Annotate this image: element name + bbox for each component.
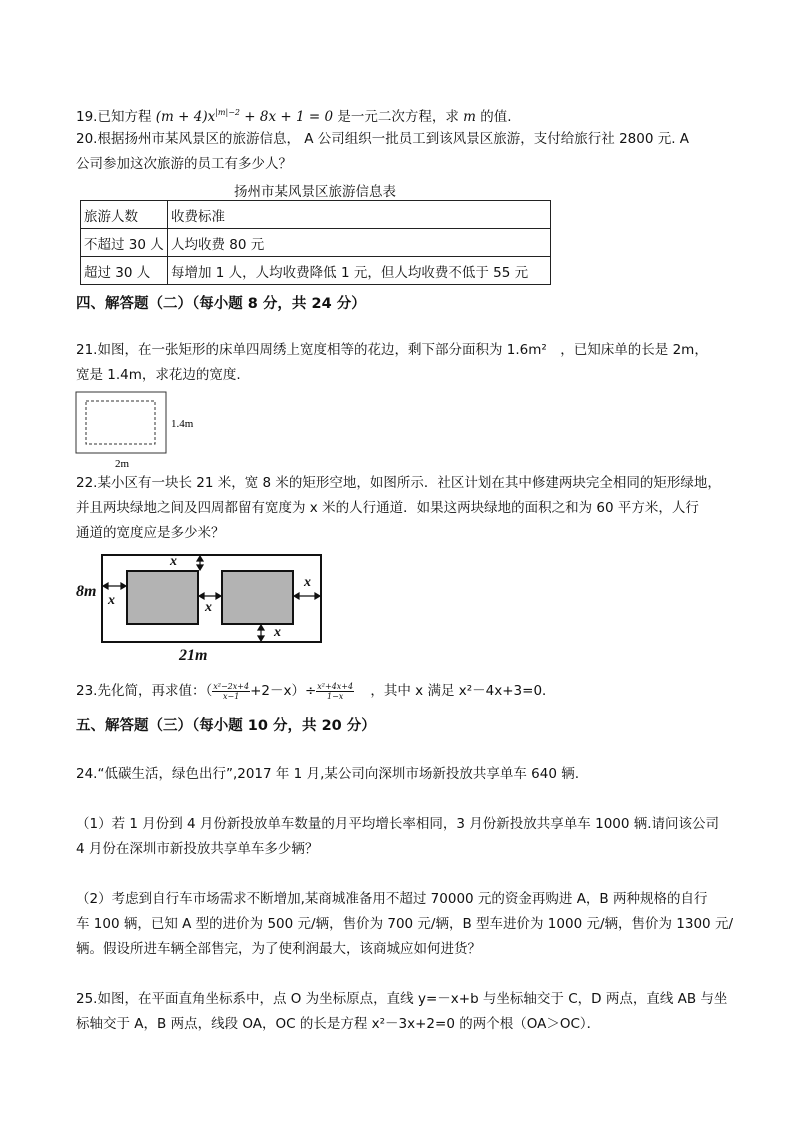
q24-part2-line-1: （2）考虑到自行车市场需求不断增加,某商城准备用不超过 70000 元的资金再购进 A，B 两种规格的自行 xyxy=(76,891,708,907)
q19-expr-b: + 8x + 1 = 0 xyxy=(240,109,334,125)
q23-fraction-2 xyxy=(316,682,354,701)
table-header-cell: 收费标准 xyxy=(168,201,551,229)
q21-line-2: 宽是 1.4m，求花边的宽度. xyxy=(76,367,241,383)
q23-frac2-numerator: x²+4x+4 xyxy=(317,681,354,691)
table-header-cell: 旅游人数 xyxy=(81,201,168,229)
q19-lead: 已知方程 xyxy=(97,109,152,125)
tourism-info-table xyxy=(80,200,551,285)
green-plot-left xyxy=(127,571,198,624)
q19-end: 的值. xyxy=(480,109,512,125)
q19-var: m xyxy=(463,109,476,125)
table-cell: 每增加 1 人，人均收费降低 1 元，但人均收费不低于 55 元 xyxy=(168,257,551,285)
bedsheet-width-label: 1.4m xyxy=(171,418,194,430)
q23-lead: 23.先化简，再求值：（ xyxy=(76,683,213,699)
q24-part1-line-2: 4 月份在深圳市新投放共享单车多少辆？ xyxy=(76,841,319,857)
label-x-left: x xyxy=(108,593,115,608)
table-row xyxy=(81,229,551,257)
table-cell: 不超过 30 人 xyxy=(81,229,168,257)
table-row xyxy=(81,257,551,285)
label-8m: 8m xyxy=(76,583,97,600)
arrowhead xyxy=(199,593,204,599)
label-x-right: x xyxy=(304,575,311,590)
arrowhead xyxy=(258,625,264,630)
q22-line-1: 22.某小区有一块长 21 米，宽 8 米的矩形空地，如图所示．社区计划在其中修建两块完全相同的矩形绿地， xyxy=(76,475,721,491)
arrowhead xyxy=(103,583,108,589)
arrowhead xyxy=(216,593,221,599)
table-cell: 超过 30 人 xyxy=(81,257,168,285)
green-plot-right xyxy=(222,571,293,624)
table-header-row xyxy=(81,201,551,229)
bedsheet-figure xyxy=(70,388,210,470)
arrowhead xyxy=(258,636,264,641)
label-21m: 21m xyxy=(179,647,208,664)
arrowhead xyxy=(121,583,126,589)
arrowhead xyxy=(197,556,203,561)
arrowhead xyxy=(197,565,203,570)
label-x-top: x xyxy=(170,554,177,569)
q23-mid: +2－x）÷ xyxy=(250,683,317,699)
bedsheet-inner-dashed-rect xyxy=(86,401,155,444)
arrowhead xyxy=(294,593,299,599)
q22-line-2: 并且两块绿地之间及四周都留有宽度为 x 米的人行通道．如果这两块绿地的面积之和为 60 平方米，人行 xyxy=(76,500,699,516)
q19-expr-a: (m + 4)x xyxy=(155,109,216,125)
q24-line-1: 24.“低碳生活，绿色出行”,2017 年 1 月,某公司向深圳市场新投放共享单车 640 辆. xyxy=(76,766,579,782)
q24-part1-line-1: （1）若 1 月份到 4 月份新投放单车数量的月平均增长率相同，3 月份新投放共享单车 1000 辆.请问该公司 xyxy=(76,816,720,832)
q23-tail: ，其中 x 满足 x²－4x+3=0． xyxy=(370,683,556,699)
table-title: 扬州市某风景区旅游信息表 xyxy=(234,184,396,200)
q21-line-1: 21.如图，在一张矩形的床单四周绣上宽度相等的花边，剩下部分面积为 1.6m² ，已知床单的长是 2m， xyxy=(76,342,708,358)
label-x-middle: x xyxy=(205,600,212,615)
q20-line-2: 公司参加这次旅游的员工有多少人？ xyxy=(76,156,292,172)
question-19 xyxy=(76,104,512,126)
bedsheet-length-label: 2m xyxy=(115,458,130,470)
section-5-heading: 五、解答题（三）（每小题 10 分，共 20 分） xyxy=(76,718,376,734)
q19-number: 19. xyxy=(76,109,98,125)
q19-middle: 是一元二次方程，求 xyxy=(337,109,459,125)
garden-figure xyxy=(70,548,330,664)
table-cell: 人均收费 80 元 xyxy=(168,229,551,257)
q22-line-3: 通道的宽度应是多少米？ xyxy=(76,525,225,541)
q20-line-1: 20.根据扬州市某风景区的旅游信息， A 公司组织一批员工到该风景区旅游，支付给旅行社 2800 元. A xyxy=(76,131,690,147)
q25-line-1: 25.如图，在平面直角坐标系中，点 O 为坐标原点，直线 y=－x+b 与坐标轴交于 C，D 两点，直线 AB 与坐 xyxy=(76,991,728,1007)
section-4-heading: 四、解答题（二）（每小题 8 分，共 24 分） xyxy=(76,296,366,312)
q24-part2-line-3: 辆。假设所进车辆全部售完，为了使利润最大，该商城应如何进货？ xyxy=(76,941,481,957)
q23-frac2-denominator: 1−x xyxy=(327,691,344,701)
q23-frac1-numerator: x²−2x+4 xyxy=(213,681,250,691)
q23-frac1-denominator: x−1 xyxy=(222,691,240,701)
q25-line-2: 标轴交于 A，B 两点，线段 OA，OC 的长是方程 x²－3x+2=0 的两个根（OA＞OC）． xyxy=(76,1016,601,1032)
arrowhead xyxy=(315,593,320,599)
label-x-bottom: x xyxy=(274,625,281,640)
question-23 xyxy=(76,680,556,702)
q19-exponent: |m|−2 xyxy=(215,108,240,117)
q24-part2-line-2: 车 100 辆，已知 A 型的进价为 500 元/辆，售价为 700 元/辆，B 型车进价为 1000 元/辆，售价为 1300 元/ xyxy=(76,916,733,932)
q23-fraction-1 xyxy=(212,682,250,701)
